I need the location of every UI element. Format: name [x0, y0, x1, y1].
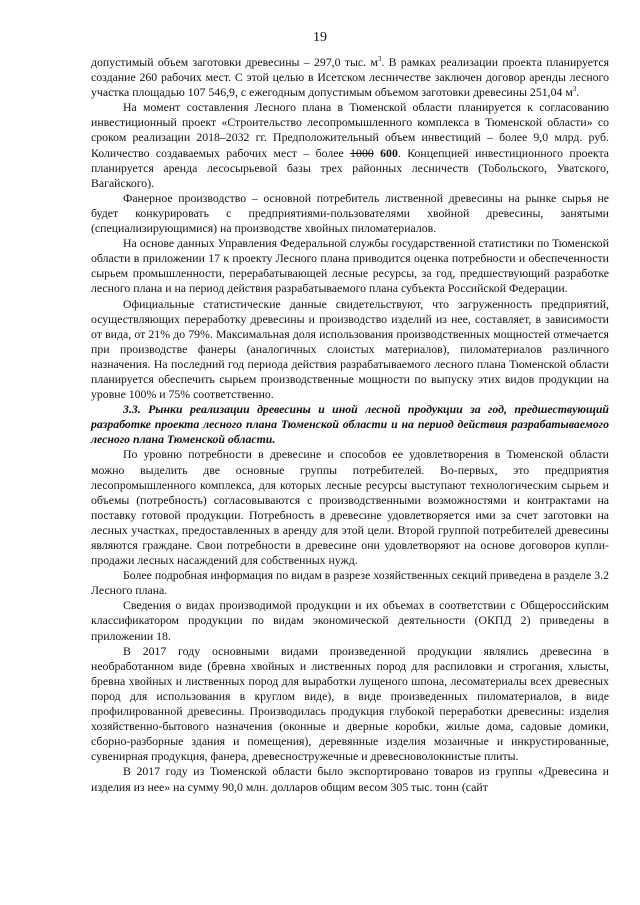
paragraph-1: допустимый объем заготовки древесины – 297,0 тыс. $м^3$. В рамках реализации проекта планируется создание 260 рабочих мест. С этой целью в Исетском лесничестве заключен договор аренды лесного участка площадью 107 546,9, с ежегодным допустимым объемом заготовки древесины 251,04 $м^3$.: [91, 55, 609, 100]
page-number: 19: [313, 30, 327, 45]
paragraph-investment-project: На момент составления Лесного плана в Тюменской области планируется к согласованию инвестиционный проект «Строительство лесопромышленного комплекса в Тюменской области» со сроком реализации 2018–2032 гг. Предположительный объем инвестиций – более 9,0 млрд. руб. Количество создаваемых рабочих мест – более 1000 600. Концепцией инвестиционного проекта планируется аренда лесосырьевой базы трех районных лесничеств (Тобольского, Уватского, Вагайского).: [91, 100, 609, 190]
struck-value: 1000: [350, 145, 374, 160]
document-body: [91, 55, 609, 795]
paragraph-okpd2: Сведения о видах производимой продукции и их объемах в соответствии с Общероссийским классификатором продукции по видам экономической деятельности (ОКПД 2) приведены в приложении 18.: [91, 598, 609, 643]
paragraph-more-info: Более подробная информация по видам в разрезе хозяйственных секций приведена в разделе 3.2 Лесного плана.: [91, 568, 609, 598]
paragraph-consumer-groups: По уровню потребности в древесине и способов ее удовлетворения в Тюменской области можно выделить две основные группы потребителей. Во-первых, это предприятия лесопромышленного комплекса, для которых лесные ресурсы выступают технологическим сырьем и объемы (потребность) согласовываются с производственными возможностями и контрактами на поставку готовой продукции. Потребность в древесине удовлетворяется ими за счет заготовки на лесных участках, предоставленных в аренду для этой цели. Второй группой потребителей древесины являются граждане. Свои потребности в древесине они удовлетворяют на основе договоров купли-продажи лесных насаждений для собственных нужд.: [91, 447, 609, 568]
paragraph-statistics-source: На основе данных Управления Федеральной службы государственной статистики по Тюменской области в приложении 17 к проекту Лесного плана приводится оценка потребности и обеспеченности сырьем промышленности, перерабатывающей лесные ресурсы, за год, предшествующий разработке лесного плана и на период действия разрабатываемого плана субъекта Российской Федерации.: [91, 236, 610, 296]
paragraph-capacity-utilization: Официальные статистические данные свидетельствуют, что загруженность предприятий, осуществляющих переработку древесины и производство изделий из нее, составляет, в зависимости от вида, от 21% до 79%. Максимальная доля использования производственных мощностей отмечается при производстве фанеры (аналогичных слоистых материалов), пиломатериалов различного назначения. На последний год периода действия разрабатываемого лесного плана Тюменской области планируется обеспечить сырьем производственные мощности по выпуску этих видов продукции на уровне 100% и 75% соответственно.: [91, 296, 609, 402]
corrected-value: 600: [380, 145, 398, 160]
paragraph-export-2017: В 2017 году из Тюменской области было экспортировано товаров из группы «Древесина и изделия из нее» на сумму 90,0 млн. долларов общим весом 305 тыс. тонн (сайт: [91, 764, 609, 794]
paragraph-plywood: Фанерное производство – основной потребитель лиственной древесины на рынке сырья не будет конкурировать с предприятиями-пользователями хвойной древесины, занятыми (специализирующимися) на производстве хвойных пиломатериалов.: [91, 190, 609, 236]
section-heading-3-3: 3.3. Рынки реализации древесины и иной лесной продукции за год, предшествующий разработке проекта лесного плана Тюменской области и на период действия разрабатываемого лесного плана Тюменской области.: [91, 402, 609, 447]
paragraph-products-2017: В 2017 году основными видами произведенной продукции являлись древесина в необработанном виде (бревна хвойных и лиственных пород для распиловки и строгания, хлысты, бревна хвойных и лиственных пород для выработки лущеного шпона, лесоматериалы всех древесных пород для использования в круглом виде), в виде произведенных пиломатериалов, в виде профилированной древесины. Производилась продукция глубокой переработки древесины: изделия хозяйственно-бытового назначения (оконные и дверные коробки, жилые дома, садовые домики, сборно-разборные здания и помещения), деревянные изделия мозаичные и инкрустированные, сувенирная продукция, фанера, древесностружечные и древесноволокнистые плиты.: [91, 643, 609, 764]
